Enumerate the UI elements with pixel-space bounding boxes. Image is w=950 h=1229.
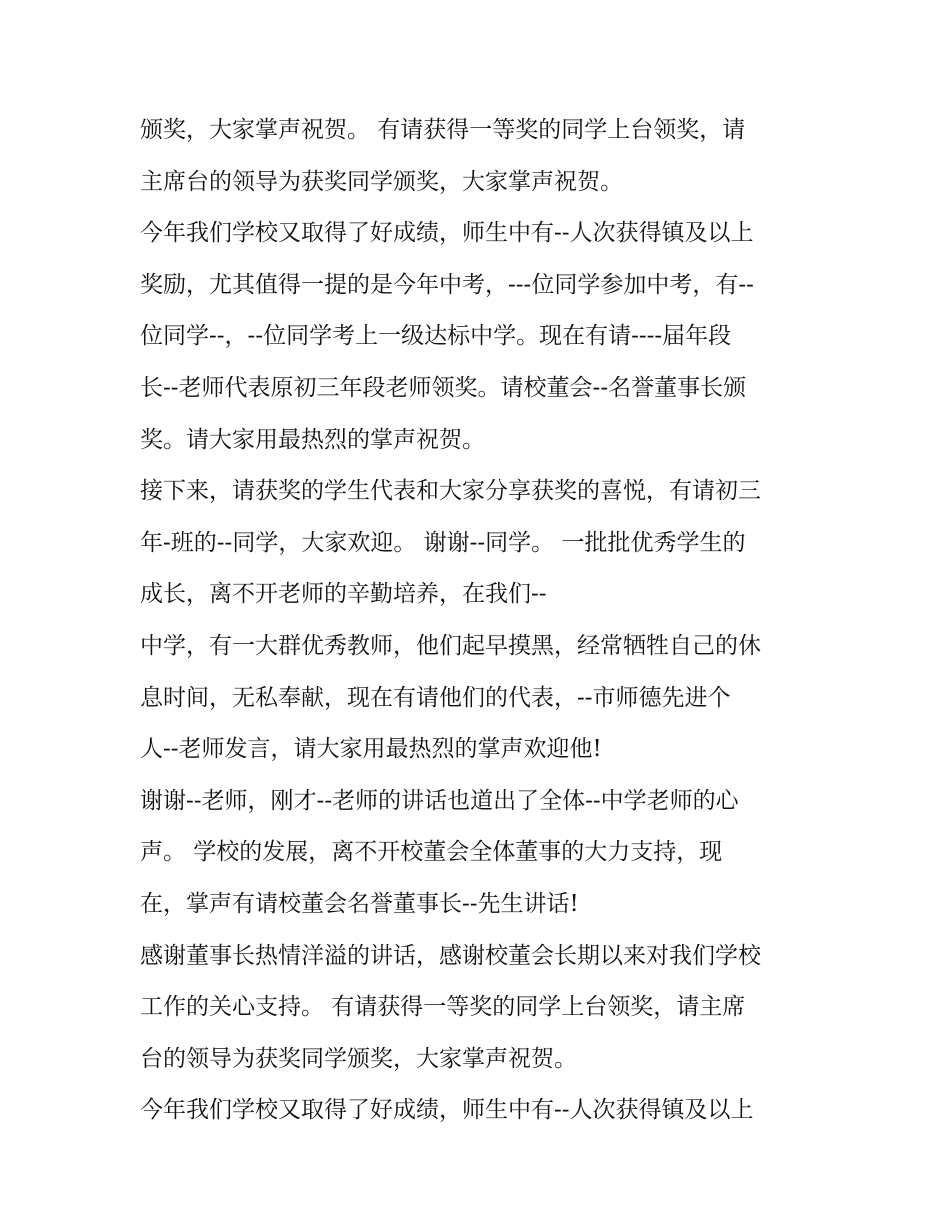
text-line: 在，掌声有请校董会名誉董事长--先生讲话!	[140, 890, 579, 917]
text-line: 位同学--，--位同学考上一级达标中学。现在有请----届年段	[140, 323, 732, 350]
document-body	[140, 105, 830, 1137]
text-line: 今年我们学校又取得了好成绩，师生中有--人次获得镇及以上	[140, 220, 754, 247]
text-line: 人--老师发言，请大家用最热烈的掌声欢迎他!	[140, 736, 602, 763]
text-line: 工作的关心支持。 有请获得一等奖的同学上台领奖，请主席	[140, 994, 746, 1021]
text-line: 奖。请大家用最热烈的掌声祝贺。	[140, 426, 485, 453]
text-line: 颁奖，大家掌声祝贺。 有请获得一等奖的同学上台领奖，请	[140, 117, 746, 143]
text-line: 台的领导为获奖同学颁奖，大家掌声祝贺。	[140, 1045, 577, 1072]
text-line: 声。 学校的发展，离不开校董会全体董事的大力支持，现	[140, 839, 723, 866]
text-line: 成长，离不开老师的辛勤培养，在我们--	[140, 581, 547, 608]
text-line: 长--老师代表原初三年段老师领奖。请校董会--名誉董事长颁	[140, 374, 747, 401]
text-line: 奖励，尤其值得一提的是今年中考，---位同学参加中考，有--	[140, 271, 754, 298]
text-line: 主席台的领导为获奖同学颁奖，大家掌声祝贺。	[140, 168, 623, 195]
text-line: 今年我们学校又取得了好成绩，师生中有--人次获得镇及以上	[140, 1097, 754, 1124]
text-line: 息时间，无私奉献，现在有请他们的代表，--市师德先进个	[140, 684, 731, 711]
text-line: 年-班的--同学，大家欢迎。 谢谢--同学。 一批批优秀学生的	[140, 529, 746, 556]
text-line: 中学，有一大群优秀教师，他们起早摸黑，经常牺牲自己的休	[140, 632, 761, 659]
text-line: 感谢董事长热情洋溢的讲话，感谢校董会长期以来对我们学校	[140, 942, 761, 969]
text-line: 接下来，请获奖的学生代表和大家分享获奖的喜悦，有请初三	[140, 478, 761, 505]
text-line: 谢谢--老师，刚才--老师的讲话也道出了全体--中学老师的心	[140, 787, 739, 814]
